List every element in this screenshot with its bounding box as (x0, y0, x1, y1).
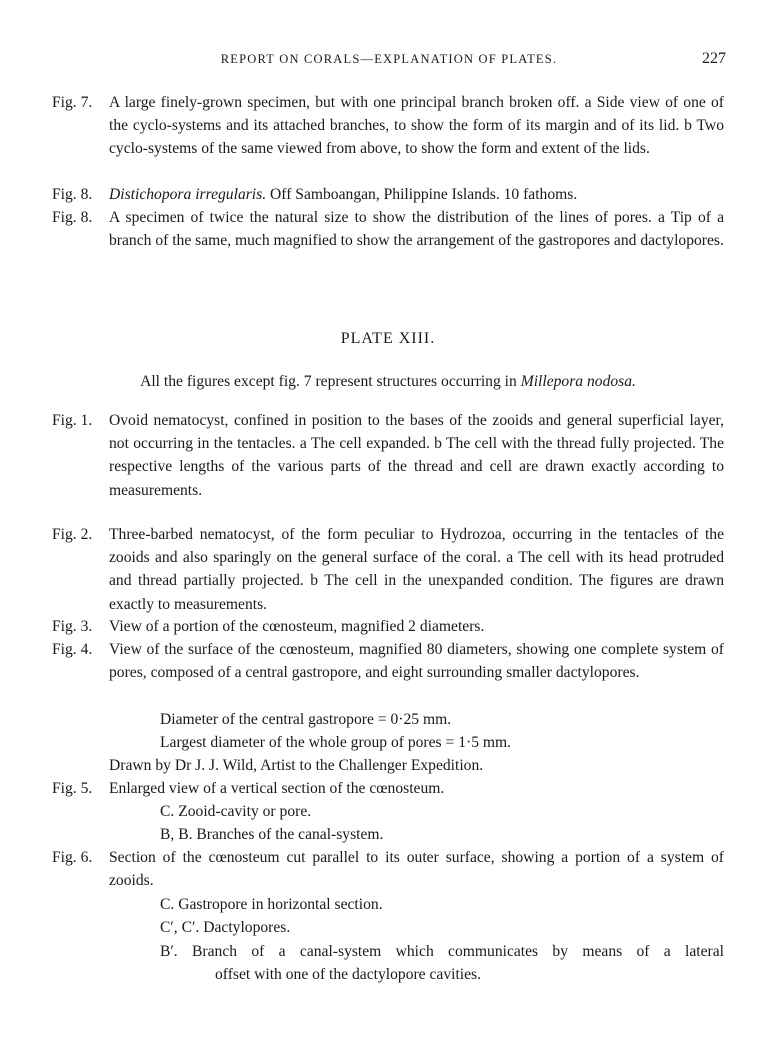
figure-description: A large finely-grown specimen, but with one principal branch broken off. a Side view of one of the cyclo-systems and its attached branches, to show the form of its margin and of its lid. b Two cyclo-systems of the same viewed from above, to show the form and extent of the lids. (109, 94, 724, 158)
figure-entry-fig7 (0, 91, 776, 161)
figure-label: Fig. 4. (52, 641, 93, 658)
plate-intro-text: All the figures except fig. 7 represent structures occurring in (140, 373, 517, 390)
figure-entry-fig3 (0, 615, 776, 638)
figure-description: Enlarged view of a vertical section of the cœnosteum. (109, 780, 445, 797)
figure-label: Fig. 8. (52, 209, 93, 226)
figure-entry-fig4 (0, 638, 776, 684)
measurement-line: Diameter of the central gastropore = 0·25 mm. (160, 711, 452, 728)
figure-label: Fig. 5. (52, 780, 93, 797)
figure-entry-fig2 (0, 523, 776, 616)
figure-label: Fig. 3. (52, 618, 93, 635)
species-name: Distichopora irregularis. (109, 186, 267, 203)
figure-description: Off Samboangan, Philippine Islands. 10 fathoms. (270, 186, 578, 203)
plate-title: PLATE XIII. (340, 330, 436, 347)
legend-line: C. Zooid-cavity or pore. (160, 803, 312, 820)
measurement-line: Largest diameter of the whole group of pores = 1·5 mm. (160, 734, 512, 751)
figure-description: Ovoid nematocyst, confined in position to the bases of the zooids and general superficial layer, not occurring in the tentacles. a The cell expanded. b The cell with the thread fully projected. The respective lengths of the various parts of the thread and cell are drawn exactly according to measurements. (109, 412, 724, 499)
figure-description: Three-barbed nematocyst, of the form peculiar to Hydrozoa, occurring in the tentacles of the zooids and also sparingly on the general surface of the coral. a The cell with its head protruded and thread partially projected. b The cell in the unexpanded condition. The figures are drawn exactly to measurements. (109, 526, 724, 613)
figure-entry-fig1 (0, 409, 776, 502)
figure-description: View of a portion of the cœnosteum, magnified 2 diameters. (109, 618, 485, 635)
legend-line: C. Gastropore in horizontal section. (160, 896, 383, 913)
plate-intro-species: Millepora nodosa. (520, 373, 636, 390)
figure-label: Fig. 1. (52, 412, 93, 429)
page-number: 227 (702, 50, 726, 67)
figure-description: Section of the cœnosteum cut parallel to its outer surface, showing a portion of a system of zooids. (109, 849, 724, 890)
page-header (52, 50, 726, 70)
figure-entry-fig6 (0, 846, 776, 892)
legend-line: B, B. Branches of the canal-system. (160, 826, 384, 843)
figure-label: Fig. 7. (52, 94, 93, 111)
artist-credit: Drawn by Dr J. J. Wild, Artist to the Challenger Expedition. (109, 757, 484, 774)
figure-entry-fig8-specimen (0, 206, 776, 252)
figure-label: Fig. 8. (52, 186, 93, 203)
figure-entry-fig5 (0, 777, 776, 800)
figure-description: A specimen of twice the natural size to show the distribution of the lines of pores. a Tip of a branch of the same, much magnified to show the arrangement of the gastropores and dactylopores. (109, 209, 724, 250)
figure-label: Fig. 2. (52, 526, 93, 543)
figure-description: View of the surface of the cœnosteum, magnified 80 diameters, showing one complete system of pores, composed of a central gastropore, and eight surrounding smaller dactylopores. (109, 641, 724, 682)
legend-line: C′, C′. Dactylopores. (160, 919, 291, 936)
running-head: REPORT ON CORALS—EXPLANATION OF PLATES. (220, 52, 558, 66)
plate-intro (0, 373, 776, 391)
figure-label: Fig. 6. (52, 849, 93, 866)
legend-line: offset with one of the dactylopore cavities. (215, 966, 482, 983)
legend-line: B′. Branch of a canal-system which communicates by means of a lateral (160, 943, 724, 960)
